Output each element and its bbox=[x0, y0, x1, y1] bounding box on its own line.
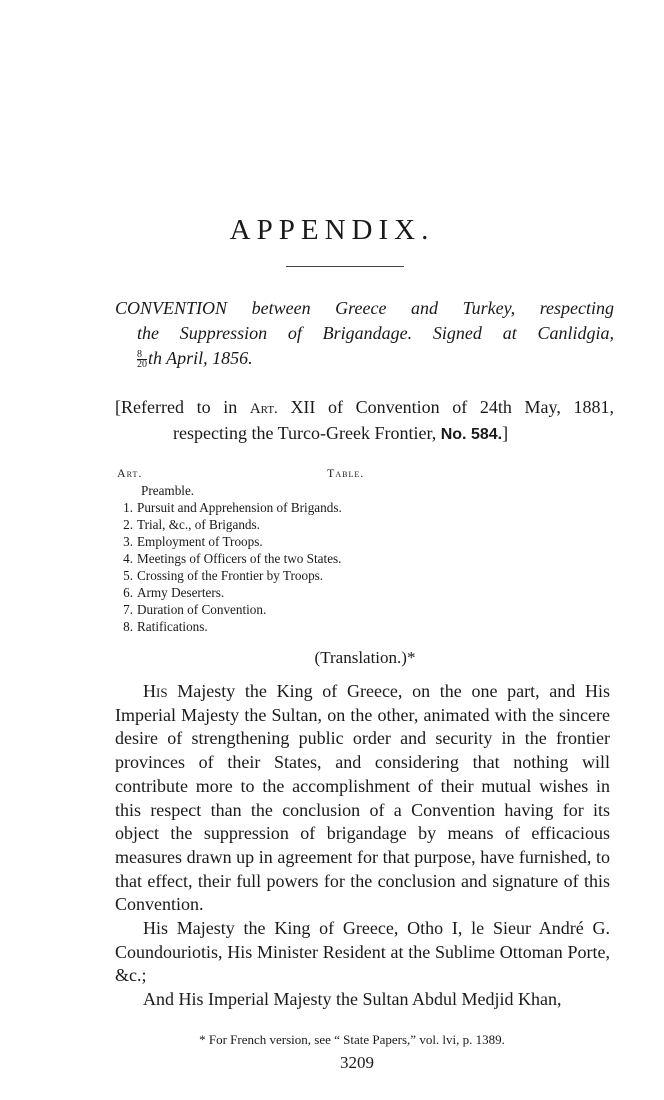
table-of-contents bbox=[115, 482, 515, 635]
toc-item: 7. Duration of Convention. bbox=[123, 602, 267, 617]
toc-item: 3. Employment of Troops. bbox=[123, 534, 263, 549]
convention-title-line-1: CONVENTION between Greece and Turkey, respecting bbox=[115, 298, 614, 318]
reference-line-1: [Referred to in Art. XII of Convention of 24th May, 1881, bbox=[115, 397, 614, 417]
paragraph-1: His Majesty the King of Greece, on the one part, and His Imperial Majesty the Sultan, on the other, animated with the sincere desire of strengthening public order and security in the frontier provinces of their States, and considering that nothing will contribute more to the accomplishment of their mutual wishes in this respect than the conclusion of a Convention having for its object the suppression of brigandage by means of efficacious measures drawn up in agreement for that purpose, have furnished, to that effect, their full powers for the conclusion and signature of this Convention. bbox=[115, 681, 610, 915]
body-text bbox=[115, 680, 610, 1012]
toc-item: 4. Meetings of Officers of the two States. bbox=[123, 551, 342, 566]
toc-item: 1. Pursuit and Apprehension of Brigands. bbox=[123, 500, 342, 515]
toc-item: 2. Trial, &c., of Brigands. bbox=[123, 517, 260, 532]
convention-title-line-3: $\frac{8}{20}$ th April, 1856. bbox=[137, 348, 253, 371]
reference-number: No. 584. bbox=[440, 426, 503, 443]
translation-label: (Translation.)* bbox=[314, 648, 416, 667]
toc-item: 6. Army Deserters. bbox=[123, 585, 225, 600]
toc-art-header: Art. bbox=[117, 466, 143, 480]
toc-item: 8. Ratifications. bbox=[123, 619, 208, 634]
paragraph-2: His Majesty the King of Greece, Otho I, le Sieur André G. Coundouriotis, His Minister Resident at the Sublime Ottoman Porte, &c.; bbox=[115, 918, 610, 986]
date-fraction: $\frac{8}{20}$ bbox=[137, 349, 147, 371]
convention-title-line-2: the Suppression of Brigandage. Signed at Canlidgia, bbox=[137, 323, 614, 343]
page-number: 3209 bbox=[340, 1053, 374, 1072]
appendix-heading: APPENDIX. bbox=[229, 214, 435, 246]
reference-note bbox=[115, 395, 614, 447]
heading-rule bbox=[286, 266, 404, 267]
convention-title bbox=[115, 296, 614, 371]
paragraph-3: And His Imperial Majesty the Sultan Abdul Medjid Khan, bbox=[143, 989, 562, 1010]
footnote: * For French version, see “ State Papers,” vol. lvi, p. 1389. bbox=[199, 1032, 505, 1047]
toc-table-header: Table. bbox=[327, 466, 365, 480]
toc-preamble: Preamble. bbox=[141, 483, 195, 498]
toc-item: 5. Crossing of the Frontier by Troops. bbox=[123, 568, 324, 583]
reference-line-2: respecting the Turco-Greek Frontier, No. 584.] bbox=[173, 423, 509, 443]
